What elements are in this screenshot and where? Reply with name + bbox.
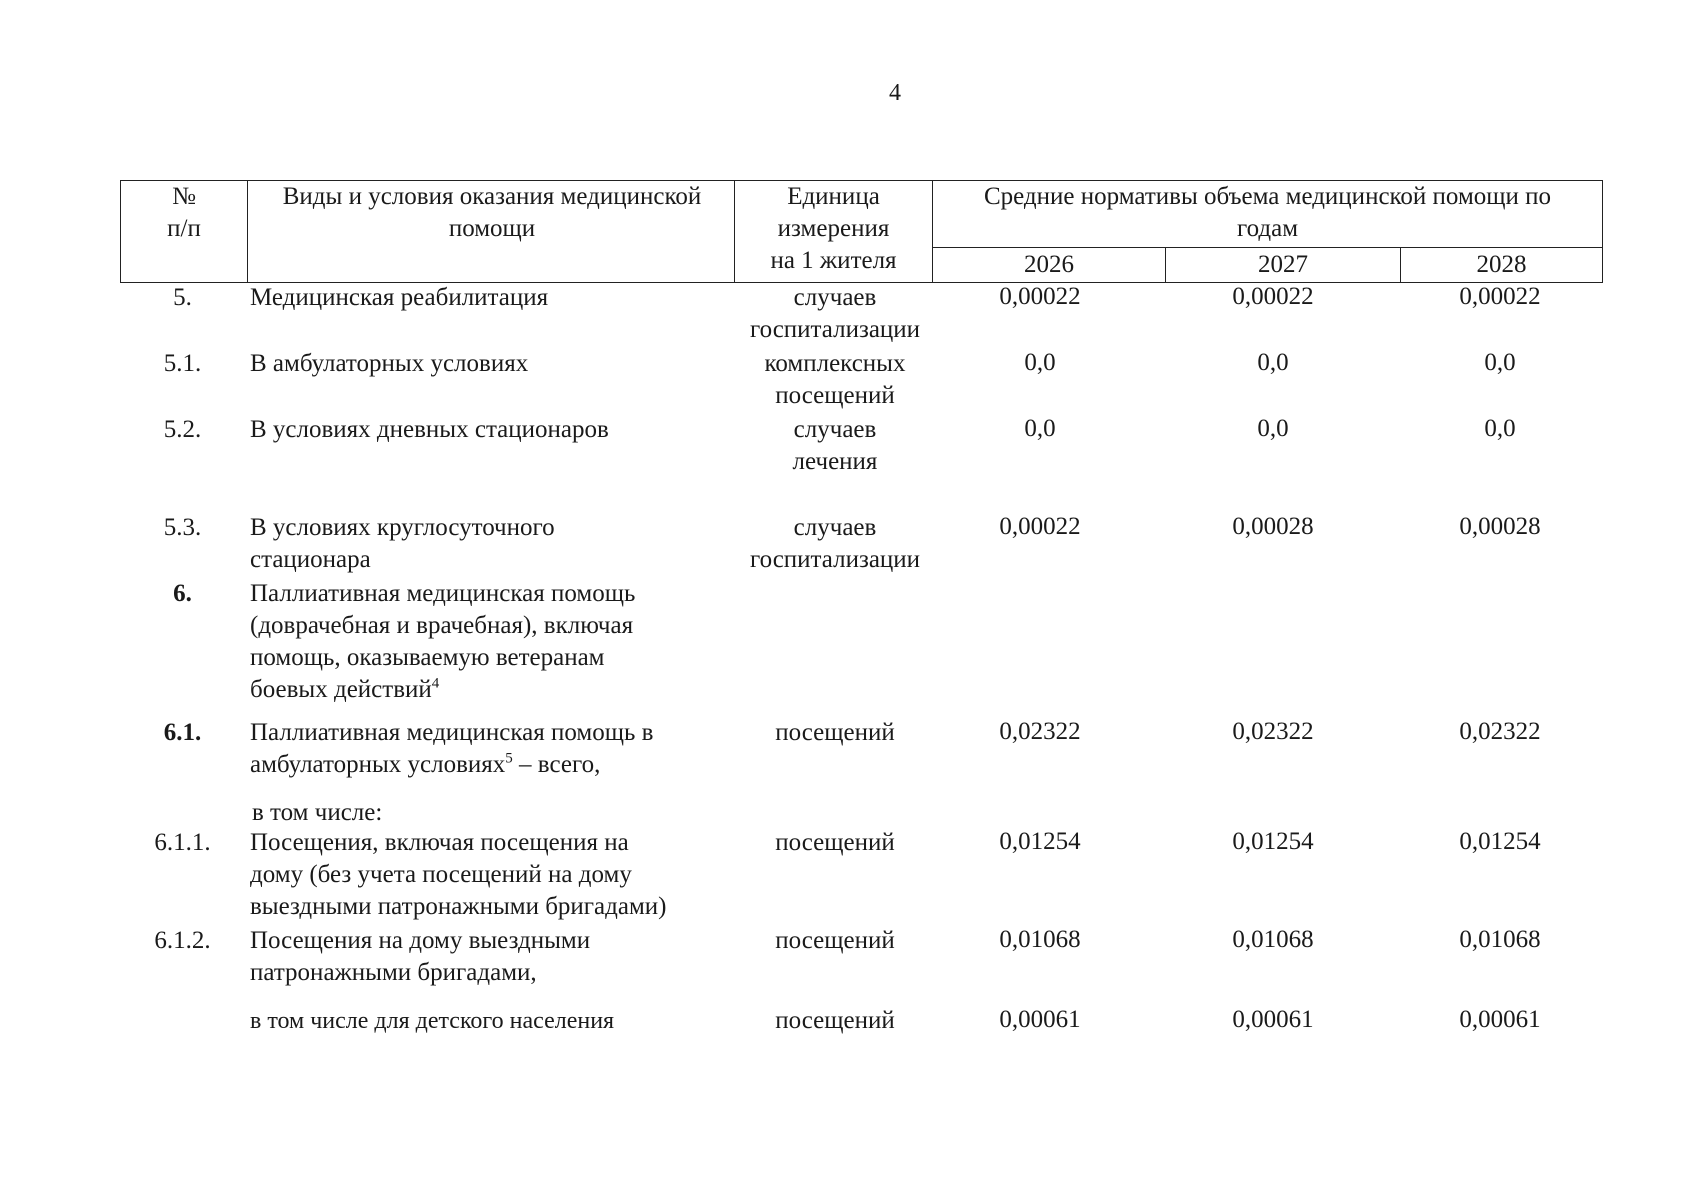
row-6-1-unit xyxy=(730,717,940,749)
header-unit-line-3: на 1 жителя xyxy=(770,247,897,274)
row-6-1-1-description-line-2: дому (без учета посещений на дому xyxy=(250,861,632,888)
page-number: 4 xyxy=(889,80,901,106)
row-5-1-description-line: В амбулаторных условиях xyxy=(250,350,529,377)
row-5-2-number: 5.2. xyxy=(163,416,202,443)
row-5-1-value-2027: 0,0 xyxy=(1257,349,1289,376)
row-children-unit xyxy=(730,1005,940,1037)
row-children-value-2026: 0,00061 xyxy=(999,1006,1081,1033)
row-6-1-2-description-line-2: патронажными бригадами, xyxy=(250,959,537,986)
row-5-description xyxy=(250,282,730,314)
header-kind xyxy=(248,181,735,283)
header-norms-line-1: Средние нормативы объема медицинской помощи по xyxy=(983,183,1552,210)
row-6-description xyxy=(250,578,730,706)
row-5-3-unit xyxy=(730,512,940,576)
header-norms xyxy=(933,181,1603,248)
footnote-4-marker: 4 xyxy=(431,675,440,692)
row-6-1-2-value-2027: 0,01068 xyxy=(1232,926,1314,953)
row-children-description xyxy=(250,1005,730,1037)
row-children-unit-line: посещений xyxy=(775,1007,895,1034)
row-5-3-value-2028: 0,00028 xyxy=(1459,513,1541,540)
row-6-1-number: 6.1. xyxy=(163,719,202,746)
header-number xyxy=(121,181,248,283)
header-number-line-2: п/п xyxy=(167,215,201,242)
header-unit xyxy=(735,181,933,283)
row-5-2-value-2027: 0,0 xyxy=(1257,415,1289,442)
row-6-1-1-unit xyxy=(730,827,940,859)
row-5-2-description xyxy=(250,414,730,446)
row-6-1-2-value-2026: 0,01068 xyxy=(999,926,1081,953)
row-5-number: 5. xyxy=(173,284,192,311)
row-6-1-1-value-2028: 0,01254 xyxy=(1459,828,1541,855)
row-6-description-line-4 xyxy=(250,674,730,706)
header-number-line-1: № xyxy=(172,183,196,210)
row-5-2-unit xyxy=(730,414,940,478)
row-6-1-1-description-line-1: Посещения, включая посещения на xyxy=(250,829,629,856)
row-6-1-2-value-2028: 0,01068 xyxy=(1459,926,1541,953)
row-5-2-value-2026: 0,0 xyxy=(1024,415,1056,442)
header-kind-line-2: помощи xyxy=(448,215,536,242)
row-6-1-2-number: 6.1.2. xyxy=(154,927,211,954)
row-children-value-2028: 0,00061 xyxy=(1459,1006,1541,1033)
row-5-2-unit-line-1: случаев xyxy=(793,416,877,443)
row-5-1-unit-line-1: комплексных xyxy=(764,350,906,377)
row-5-value-2026: 0,00022 xyxy=(999,283,1081,310)
header-kind-line-1: Виды и условия оказания медицинской xyxy=(282,183,702,210)
row-6-description-line-1: Паллиативная медицинская помощь xyxy=(250,580,636,607)
row-5-unit xyxy=(730,282,940,346)
header-unit-line-2: измерения xyxy=(777,215,890,242)
row-5-3-unit-line-2: госпитализации xyxy=(749,546,921,573)
row-5-1-unit xyxy=(730,348,940,412)
row-5-1-value-2028: 0,0 xyxy=(1484,349,1516,376)
row-5-1-unit-line-2: посещений xyxy=(775,382,895,409)
row-5-value-2028: 0,00022 xyxy=(1459,283,1541,310)
header-year-2028: 2028 xyxy=(1401,247,1603,282)
row-6-1-1-number: 6.1.1. xyxy=(154,829,211,856)
row-6-description-line-2: (доврачебная и врачебная), включая xyxy=(250,612,634,639)
row-6-1-1-description-line-3: выездными патронажными бригадами) xyxy=(250,893,667,920)
header-unit-line-1: Единица xyxy=(787,183,880,210)
row-5-3-description-line-1: В условиях круглосуточного xyxy=(250,514,555,541)
row-5-unit-line-2: госпитализации xyxy=(749,316,921,343)
row-5-2-unit-line-2: лечения xyxy=(792,448,878,475)
row-5-3-description-line-2: стационара xyxy=(250,546,371,573)
row-5-description-line: Медицинская реабилитация xyxy=(250,284,549,311)
row-6-1-2-unit xyxy=(730,925,940,957)
header-year-2027: 2027 xyxy=(1166,247,1401,282)
row-6-1-description-line-2 xyxy=(250,749,730,781)
row-6-1-description-line-1: Паллиативная медицинская помощь в xyxy=(250,719,654,746)
row-children-value-2027: 0,00061 xyxy=(1232,1006,1314,1033)
including-label-text: в том числе: xyxy=(252,799,383,826)
row-6-1-description xyxy=(250,717,730,781)
table-header xyxy=(120,180,1603,283)
row-6-description-line-3: помощь, оказываемую ветеранам xyxy=(250,644,605,671)
row-5-1-value-2026: 0,0 xyxy=(1024,349,1056,376)
row-children-description-line: в том числе для детского населения xyxy=(250,1008,615,1034)
header-year-2026: 2026 xyxy=(933,247,1166,282)
row-6-1-1-unit-line: посещений xyxy=(775,829,895,856)
row-5-1-description xyxy=(250,348,730,380)
row-6-1-value-2028: 0,02322 xyxy=(1459,718,1541,745)
header-norms-line-2: годам xyxy=(1236,215,1299,242)
row-6-1-1-value-2026: 0,01254 xyxy=(999,828,1081,855)
row-5-value-2027: 0,00022 xyxy=(1232,283,1314,310)
row-5-3-number: 5.3. xyxy=(163,514,202,541)
row-6-1-2-description xyxy=(250,925,730,989)
row-6-1-1-value-2027: 0,01254 xyxy=(1232,828,1314,855)
row-6-1-unit-line: посещений xyxy=(775,719,895,746)
row-5-3-unit-line-1: случаев xyxy=(793,514,877,541)
row-5-2-value-2028: 0,0 xyxy=(1484,415,1516,442)
row-6-1-2-description-line-1: Посещения на дому выездными xyxy=(250,927,591,954)
row-6-1-description-tail: – всего, xyxy=(512,751,601,778)
row-5-2-description-line: В условиях дневных стационаров xyxy=(250,416,609,443)
row-6-1-value-2027: 0,02322 xyxy=(1232,718,1314,745)
row-6-1-1-description xyxy=(250,827,730,923)
row-5-1-number: 5.1. xyxy=(163,350,202,377)
row-6-1-2-unit-line: посещений xyxy=(775,927,895,954)
row-6-1-description-line-2-text: амбулаторных условиях xyxy=(250,751,506,778)
row-5-unit-line-1: случаев xyxy=(793,284,877,311)
row-6-number: 6. xyxy=(173,580,192,607)
row-6-description-line-4-text: боевых действий xyxy=(250,676,432,703)
row-5-3-description xyxy=(250,512,730,576)
footnote-5-marker: 5 xyxy=(505,750,513,767)
row-5-3-value-2026: 0,00022 xyxy=(999,513,1081,540)
including-label xyxy=(252,797,732,829)
row-6-1-value-2026: 0,02322 xyxy=(999,718,1081,745)
row-5-3-value-2027: 0,00028 xyxy=(1232,513,1314,540)
